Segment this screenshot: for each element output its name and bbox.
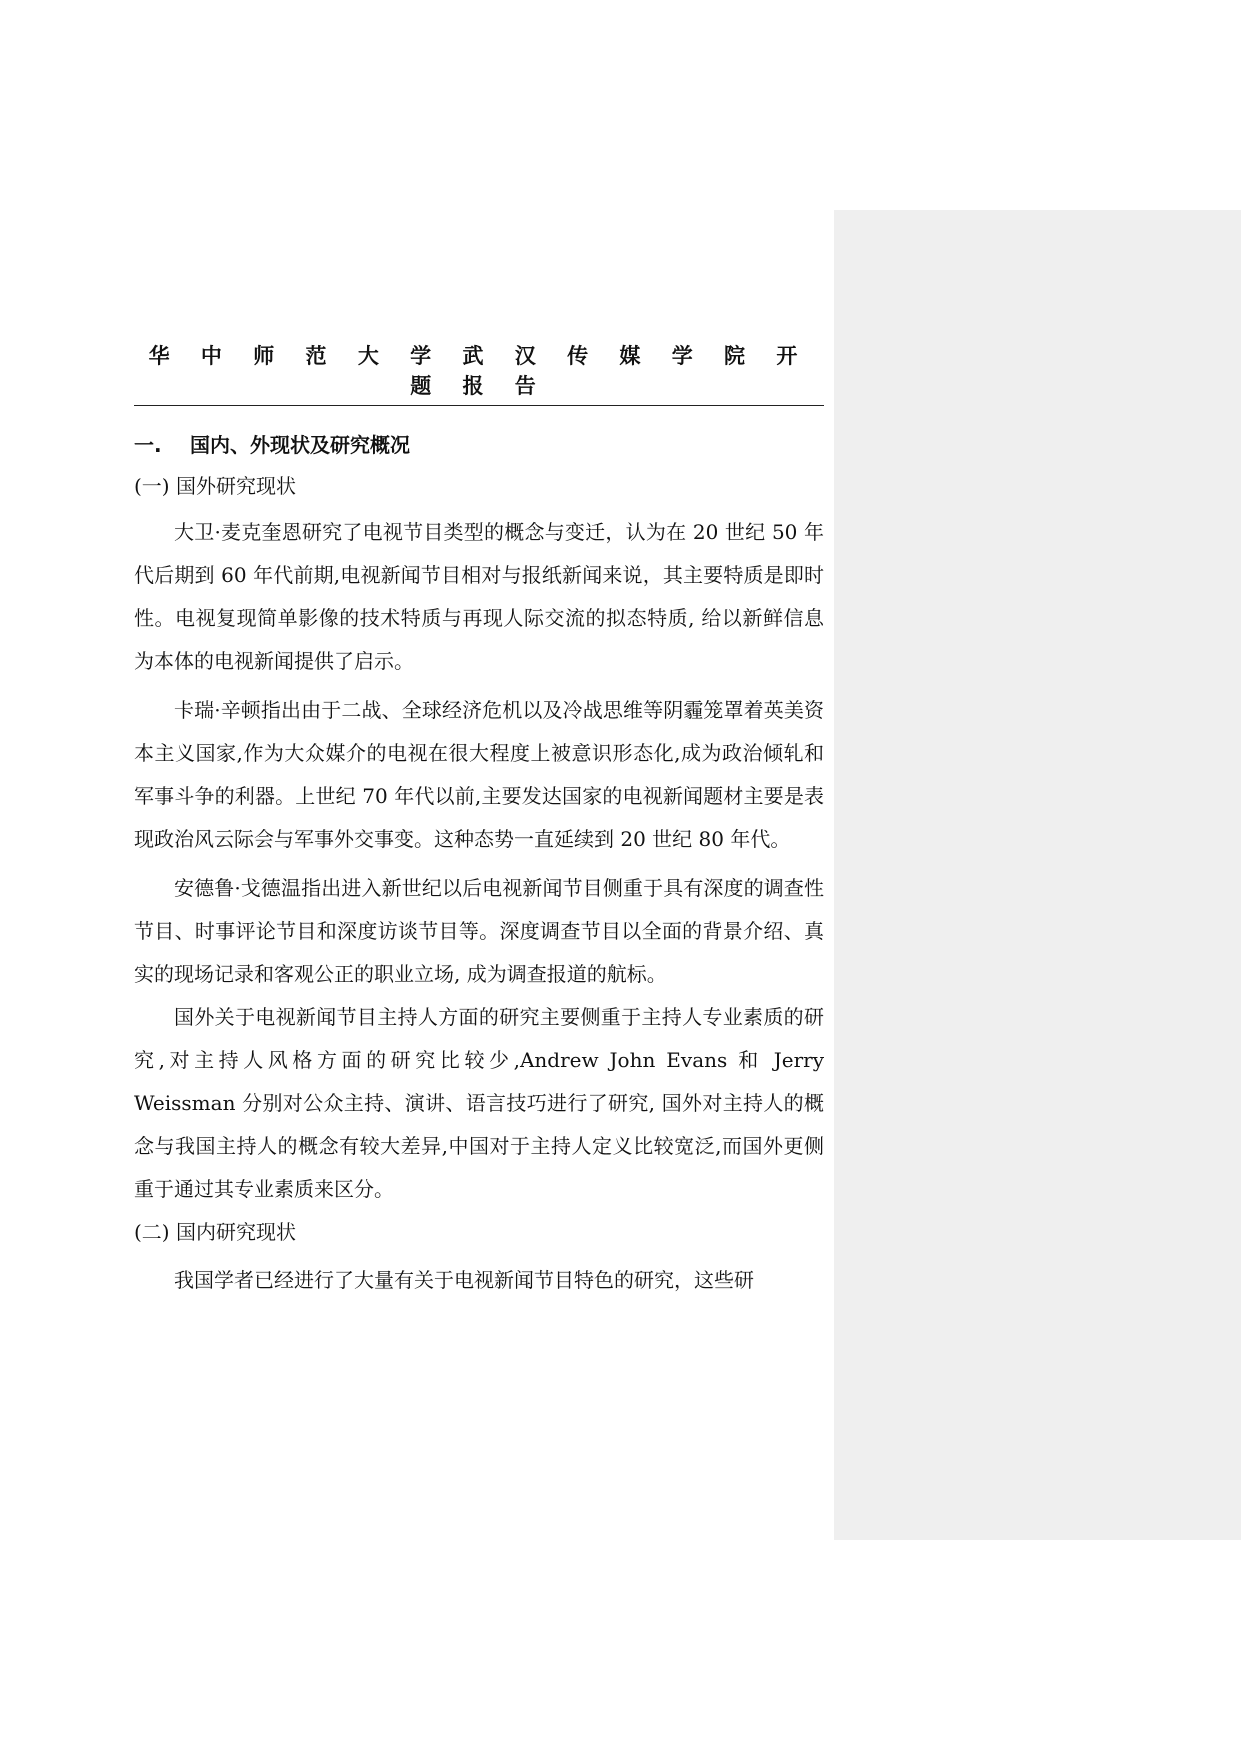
paragraph: 安德鲁·戈德温指出进入新世纪以后电视新闻节目侧重于具有深度的调查性节目、时事评论节目和深度访谈节目等。深度调查节目以全面的背景介绍、真实的现场记录和客观公正的职业立场, 成为调查报道的航标。 (134, 876, 824, 986)
subsection-heading-domestic: (二) 国内研究现状 (134, 1220, 296, 1244)
domestic-research-paragraphs (134, 1253, 824, 1302)
section-heading (134, 425, 824, 465)
foreign-research-paragraphs (134, 507, 824, 1211)
section-number: 一. (134, 433, 162, 457)
subsection-heading-foreign: (一) 国外研究现状 (134, 474, 296, 498)
document-title: 华 中 师 范 大 学 武 汉 传 媒 学 院 开 题 报 告 (148, 344, 810, 398)
document-body (134, 425, 824, 1302)
paragraph: 卡瑞·辛顿指出由于二战、全球经济危机以及冷战思维等阴霾笼罩着英美资本主义国家,作为大众媒介的电视在很大程度上被意识形态化,成为政治倾轧和军事斗争的利器。上世纪 70 年代以前,主要发达国家的电视新闻题材主要是表现政治风云际会与军事外交事变。这种态势一直延续到 20 世纪 80 年代。 (134, 698, 824, 851)
paragraph: 我国学者已经进行了大量有关于电视新闻节目特色的研究，这些研 (174, 1268, 754, 1292)
paragraph: 大卫·麦克奎恩研究了电视节目类型的概念与变迁，认为在 20 世纪 50 年代后期到 60 年代前期,电视新闻节目相对与报纸新闻来说，其主要特质是即时性。电视复现简单影像的技术特质与再现人际交流的拟态特质, 给以新鲜信息为本体的电视新闻提供了启示。 (134, 520, 824, 673)
comment-margin-pane (834, 210, 1241, 1540)
section-title: 国内、外现状及研究概况 (190, 433, 410, 457)
title-divider (134, 405, 824, 406)
paragraph: 国外关于电视新闻节目主持人方面的研究主要侧重于主持人专业素质的研究,对主持人风格方面的研究比较少,Andrew John Evans 和 Jerry Weissman 分别对公众主持、演讲、语言技巧进行了研究, 国外对主持人的概念与我国主持人的概念有较大差异,中国对于主持人定义比较宽泛,而国外更侧重于通过其专业素质来区分。 (134, 1005, 824, 1201)
